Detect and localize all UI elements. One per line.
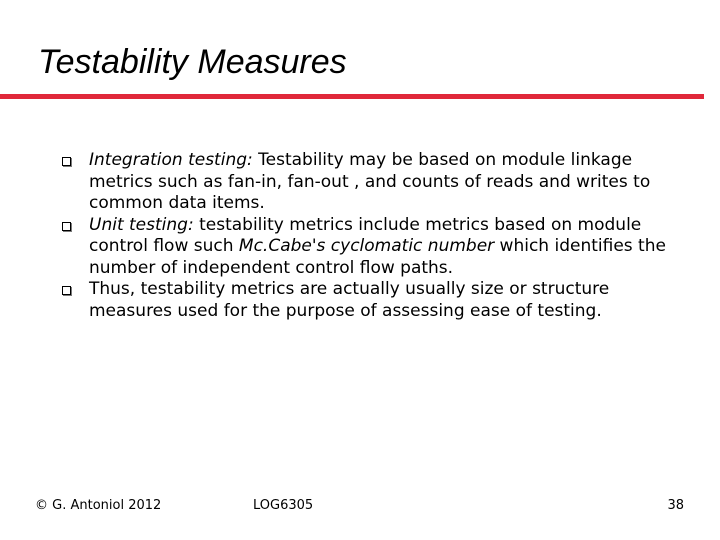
bullet-integration-testing [62,150,672,215]
square-bullet-icon [62,222,71,231]
square-bullet-icon [62,286,71,295]
bullet-text: Testability may be based on module linkage metrics such as fan‑in, fan‑out , and counts of reads and writes to common data items. [89,150,651,213]
bullet-lead: Unit testing: [89,214,194,235]
footer-page-number: 38 [667,498,684,513]
bullet-lead: Integration testing: [89,150,253,170]
slide-title: Testability Measures [38,43,347,81]
square-bullet-icon [62,157,71,166]
title-divider [0,94,704,99]
bullet-unit-testing [62,215,672,280]
footer-copyright: © G. Antoniol 2012 [35,498,162,513]
bullet-text: testability metrics include metrics based on module control flow such [89,214,642,256]
bullet-summary [62,279,672,322]
bullet-emphasis: Mc.Cabe's cyclomatic number [238,236,495,256]
footer-course: LOG6305 [253,498,314,513]
bullet-list [62,150,672,322]
bullet-text-continued: which identifies the number of independent control flow paths. [89,236,666,278]
bullet-text: Thus, testability metrics are actually usually size or structure measures used for the purpose of assessing ease of testing. [89,279,610,321]
